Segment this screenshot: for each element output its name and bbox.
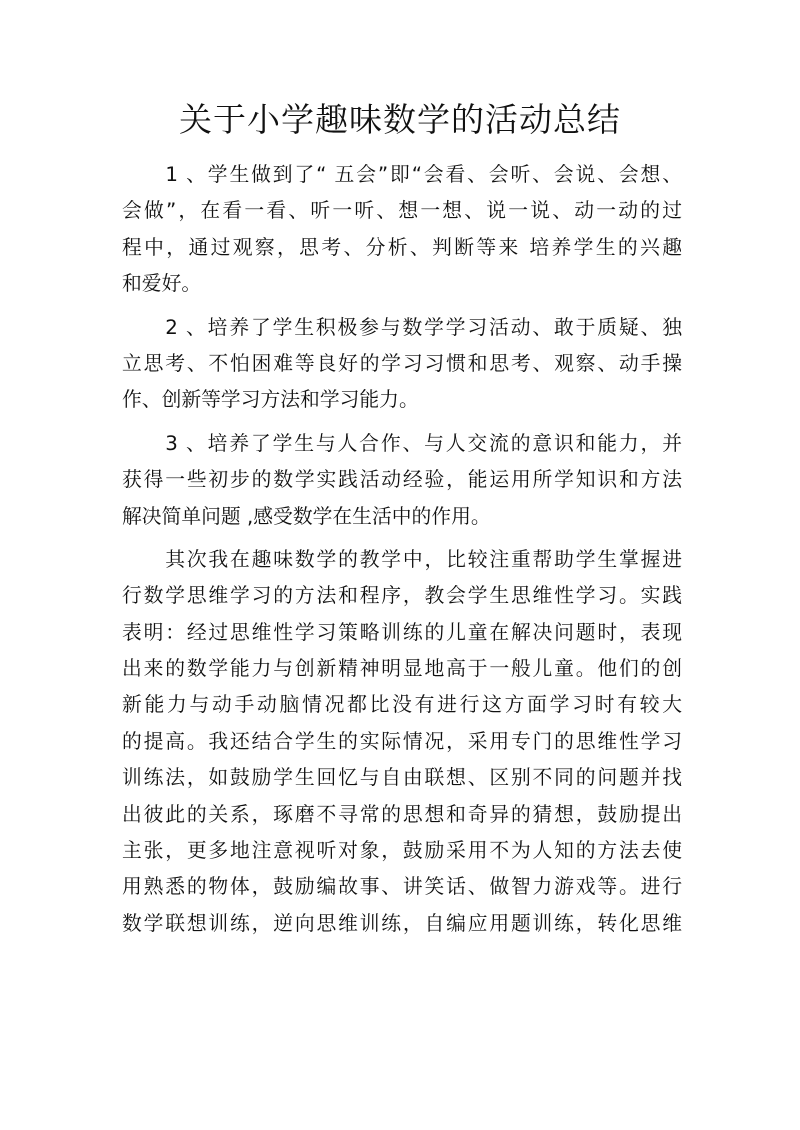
text-line: 程中，通过观察，思考、分析、判断等来 培养学生的兴趣 <box>122 235 682 259</box>
text-line: 会做”，在看一看、听一听、想一想、说一说、动一动的过 <box>122 199 682 223</box>
text-line: 主张，更多地注意视听对象，鼓励采用不为人知的方法去使 <box>122 839 682 863</box>
paragraph-3 <box>122 426 682 535</box>
text-line: 出彼此的关系，琢磨不寻常的思想和奇异的猜想，鼓励提出 <box>122 802 682 826</box>
text-line: 用熟悉的物体，鼓励编故事、讲笑话、做智力游戏等。进行 <box>122 875 682 899</box>
text-line: 作、创新等学习方法和学习能力。 <box>122 388 419 412</box>
text-line: 出来的数学能力与创新精神明显地高于一般儿童。他们的创 <box>122 657 682 681</box>
text-line: 解决简单问题 ,感受数学在生活中的作用。 <box>122 504 491 528</box>
paragraph-2 <box>122 310 682 419</box>
text-line: 2 、培养了学生积极参与数学学习活动、敢于质疑、独 <box>122 315 682 339</box>
text-line: 其次我在趣味数学的教学中，比较注重帮助学生掌握进 <box>122 547 682 571</box>
text-line: 3 、培养了学生与人合作、与人交流的意识和能力，并 <box>122 431 682 455</box>
text-line: 立思考、不怕困难等良好的学习习惯和思考、观察、动手操 <box>122 351 682 375</box>
document-body <box>122 157 682 942</box>
paragraph-4 <box>122 542 682 942</box>
text-line: 训练法，如鼓励学生回忆与自由联想、区别不同的问题并找 <box>122 766 682 790</box>
text-line: 1 、学生做到了“ 五会”即“会看、会听、会说、会想、 <box>122 163 682 186</box>
document-title: 关于小学趣味数学的活动总结 <box>179 100 621 139</box>
paragraph-1 <box>122 157 682 303</box>
text-line: 行数学思维学习的方法和程序，教会学生思维性学习。实践 <box>122 584 682 608</box>
text-line: 表明：经过思维性学习策略训练的儿童在解决问题时，表现 <box>122 620 682 644</box>
text-line: 新能力与动手动脑情况都比没有进行这方面学习时有较大 <box>122 693 682 717</box>
text-line: 数学联想训练，逆向思维训练，自编应用题训练，转化思维 <box>122 911 682 935</box>
text-line: 的提高。我还结合学生的实际情况，采用专门的思维性学习 <box>122 729 682 753</box>
text-line: 和爱好。 <box>122 272 202 296</box>
text-line: 获得一些初步的数学实践活动经验，能运用所学知识和方法 <box>122 468 682 492</box>
